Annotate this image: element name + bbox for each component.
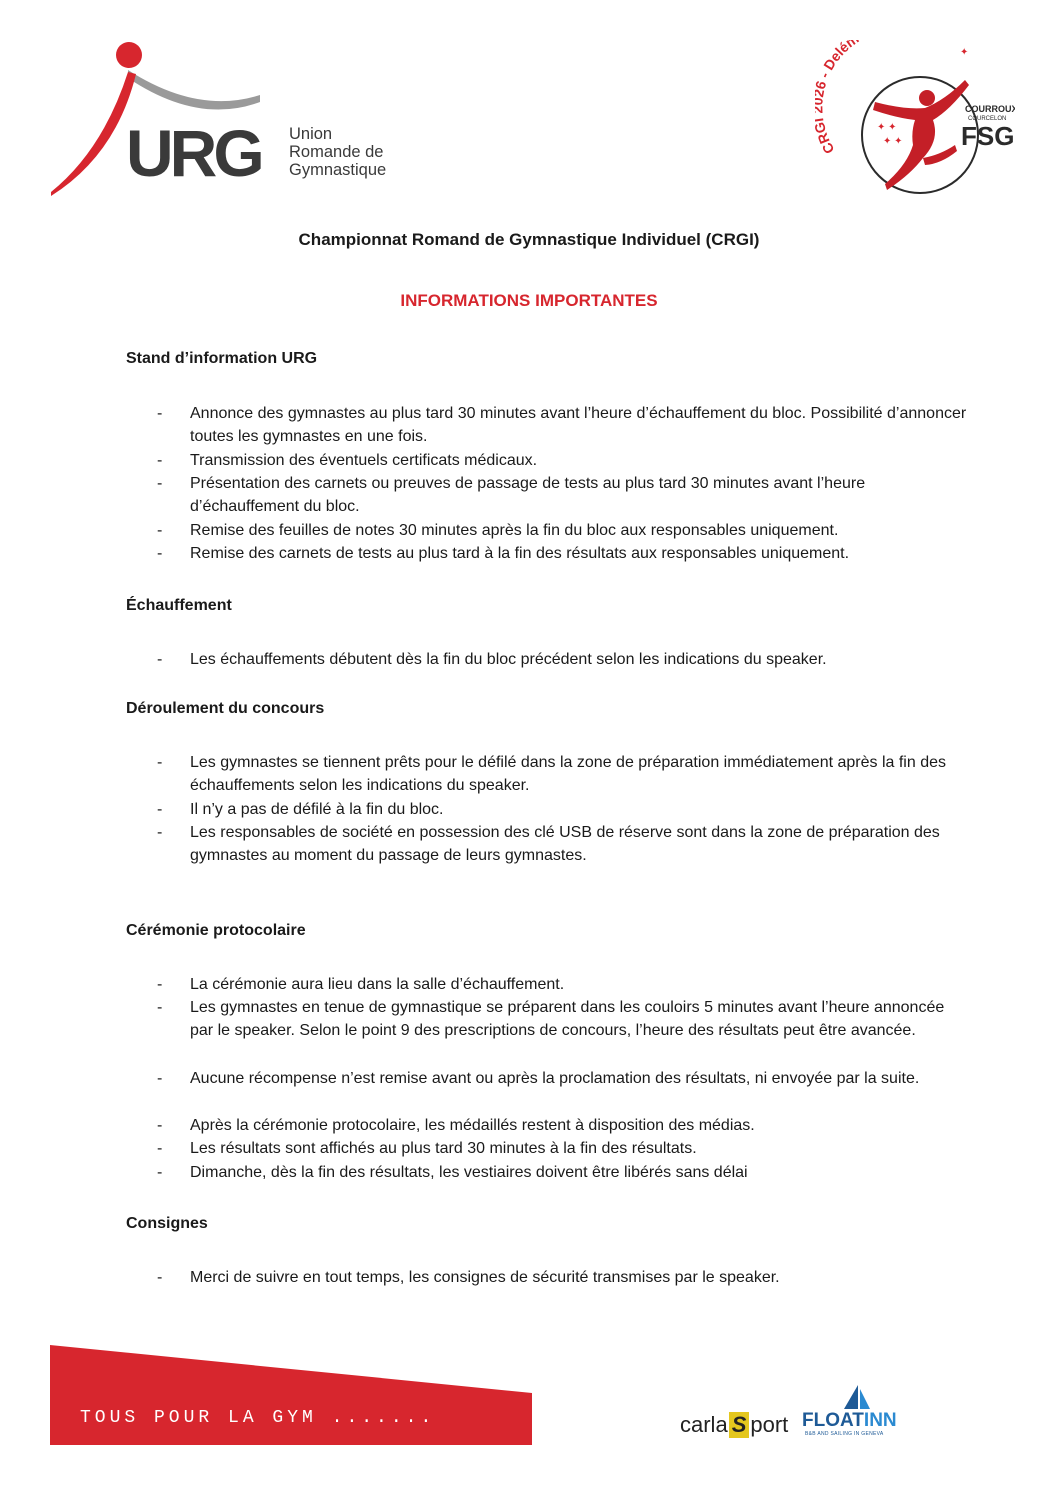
list-item xyxy=(157,1266,967,1289)
star-icon: ✦ ✦ xyxy=(877,122,897,133)
badge-arc-text: CR - Delém xyxy=(815,40,862,157)
list-item-text: Les gymnastes se tiennent prêts pour le défilé dans la zone de préparation immédiatement après la fin des échauffements selon les indications du speaker. xyxy=(190,754,946,795)
list-item xyxy=(157,973,967,996)
bullet-dash: - xyxy=(157,754,163,771)
carla-mark: S xyxy=(729,1412,750,1438)
bullet-dash: - xyxy=(157,651,163,668)
section-heading-consignes: Consignes xyxy=(126,1215,208,1232)
bullet-dash: - xyxy=(157,1164,163,1181)
bullet-dash: - xyxy=(157,522,163,539)
urg-initials: URG xyxy=(126,116,261,190)
sponsor-carla-sport-logo xyxy=(680,1412,788,1438)
list-item xyxy=(157,1137,967,1160)
list-item xyxy=(157,821,967,868)
bullet-dash: - xyxy=(157,1117,163,1134)
section-heading-stand-information: Stand d’information URG xyxy=(126,350,318,367)
logo-red-dot xyxy=(116,42,142,68)
footer-band-shape xyxy=(0,1335,540,1450)
list-item-text: Les gymnastes en tenue de gymnastique se préparent dans les couloirs 5 minutes avant l’heure annoncée par le speaker. Selon le point 9 des prescriptions de concours, l’heure des résultats peut être avancée. xyxy=(190,999,945,1040)
list-item-text: Transmission des éventuels certificats médicaux. xyxy=(190,452,538,469)
footer-slogan xyxy=(80,1408,435,1428)
badge-club-top: COURROUX xyxy=(965,104,1015,114)
crgi-event-logo xyxy=(815,40,1015,200)
bullet-dash: - xyxy=(157,1070,163,1087)
list-item-text: Il n’y a pas de défilé à la fin du bloc. xyxy=(190,801,444,818)
list-item-text: Les échauffements débutent dès la fin du bloc précédent selon les indications du speaker. xyxy=(190,651,827,668)
list-item-text: Présentation des carnets ou preuves de passage de tests au plus tard 30 minutes avant l’heure d’échauffement du bloc. xyxy=(190,475,866,516)
bullet-dash: - xyxy=(157,545,163,562)
urg-name-line-2: Romande de xyxy=(289,143,384,161)
slogan-text: TOUS POUR LA GYM xyxy=(80,1408,317,1428)
bullet-dash: - xyxy=(157,452,163,469)
badge-federation: FSG xyxy=(961,121,1015,151)
slogan-dots: ....... xyxy=(331,1408,436,1428)
bullet-dash: - xyxy=(157,999,163,1016)
list-item-text: Aucune récompense n’est remise avant ou après la proclamation des résultats, ni envoyée par la suite. xyxy=(190,1070,920,1087)
list-item-text: Après la cérémonie protocolaire, les médaillés restent à disposition des médias. xyxy=(190,1117,755,1134)
badge-club-sub: COURCELON xyxy=(968,116,1007,122)
bullet-dash: - xyxy=(157,1269,163,1286)
bullet-dash: - xyxy=(157,824,163,841)
urg-name-line-1: Union xyxy=(289,125,333,143)
list-item xyxy=(157,1114,967,1137)
list-item xyxy=(157,798,967,821)
section-heading-echauffement: Échauffement xyxy=(126,597,232,614)
list-item-text: Les résultats sont affichés au plus tard 30 minutes à la fin des résultats. xyxy=(190,1140,697,1157)
carla-prefix: carla xyxy=(680,1412,728,1437)
list-item-text: La cérémonie aura lieu dans la salle d’échauffement. xyxy=(190,976,565,993)
list-item xyxy=(157,519,967,542)
bullet-dash: - xyxy=(157,976,163,993)
document-title: Championnat Romand de Gymnastique Individuel (CRGI) xyxy=(298,230,760,249)
crgi-badge-graphic xyxy=(815,40,1015,200)
list-item-text: Dimanche, dès la fin des résultats, les vestiaires doivent être libérés sans délai xyxy=(190,1164,748,1181)
floatinn-main: FLOAT xyxy=(802,1410,864,1431)
floatinn-wordmark xyxy=(802,1410,897,1432)
document-subtitle: INFORMATIONS IMPORTANTES xyxy=(400,291,658,310)
urg-full-name xyxy=(289,125,386,179)
logo-red-swoosh xyxy=(51,72,136,196)
list-item xyxy=(157,542,967,565)
star-icon: ✦ xyxy=(960,47,969,58)
footer-red-band xyxy=(0,1335,540,1450)
list-item xyxy=(157,751,967,798)
bullet-dash: - xyxy=(157,801,163,818)
list-item-text: Annonce des gymnastes au plus tard 30 minutes avant l’heure d’échauffement du bloc. Possibilité d’annoncer toutes les gymnastes en une fois. xyxy=(190,405,967,446)
floatinn-tagline: B&B AND SAILING IN GENEVA xyxy=(805,1431,884,1437)
list-item xyxy=(157,648,967,671)
list-item xyxy=(157,1161,967,1184)
list-item xyxy=(157,996,967,1043)
gymnast-figure-icon xyxy=(873,80,969,190)
list-item-text: Remise des feuilles de notes 30 minutes après la fin du bloc aux responsables uniquement. xyxy=(190,522,839,539)
carla-suffix: port xyxy=(750,1412,789,1437)
bullet-dash: - xyxy=(157,405,163,422)
bullet-dash: - xyxy=(157,475,163,492)
logo-gray-swoosh xyxy=(128,70,260,110)
section-heading-ceremonie: Cérémonie protocolaire xyxy=(126,922,306,939)
list-item xyxy=(157,402,967,449)
urg-name-line-3: Gymnastique xyxy=(289,161,387,179)
floatinn-accent: INN xyxy=(863,1410,897,1431)
list-item xyxy=(157,1067,967,1090)
list-item xyxy=(157,472,967,519)
star-icon: ✦ ✦ xyxy=(883,136,903,147)
bullet-dash: - xyxy=(157,1140,163,1157)
list-item xyxy=(157,449,967,472)
list-item-text: Remise des carnets de tests au plus tard à la fin des résultats aux responsables uniquement. xyxy=(190,545,850,562)
list-item-text: Merci de suivre en tout temps, les consignes de sécurité transmises par le speaker. xyxy=(190,1269,780,1286)
list-item-text: Les responsables de société en possession des clé USB de réserve sont dans la zone de préparation des gymnastes au moment du passage de leurs gymnastes. xyxy=(190,824,940,865)
section-heading-deroulement: Déroulement du concours xyxy=(126,700,325,717)
